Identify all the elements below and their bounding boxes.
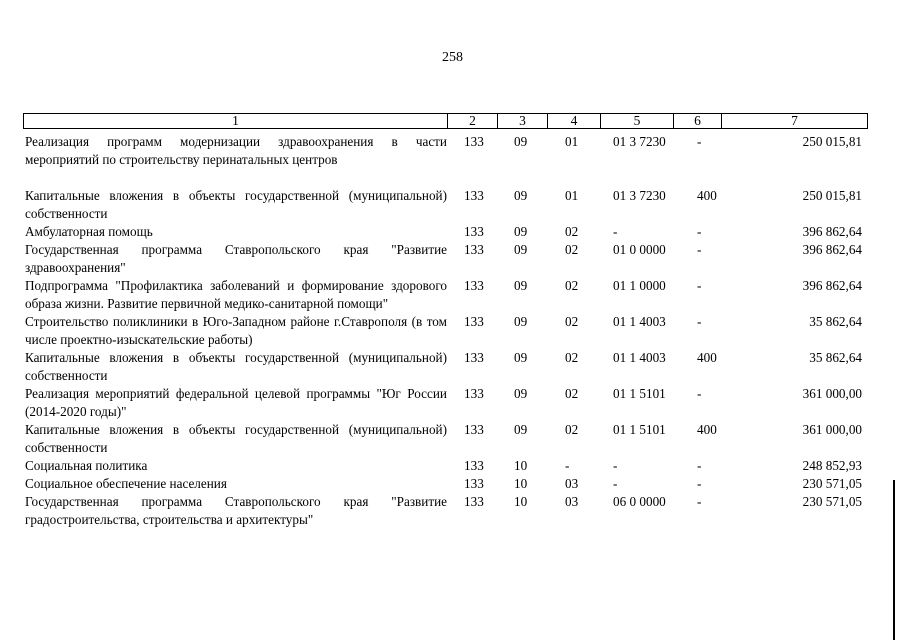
row-expense-type: -: [697, 476, 702, 491]
row-code: 133: [464, 224, 484, 239]
column-header-4: 4: [548, 114, 601, 129]
table-row: [25, 457, 865, 475]
row-amount: 35 862,64: [809, 314, 862, 329]
table-row: [25, 313, 865, 349]
row-target-article: 06 0 0000: [613, 494, 666, 509]
column-header-3: 3: [498, 114, 548, 129]
row-target-article: 01 1 4003: [613, 314, 666, 329]
column-header-6: 6: [674, 114, 722, 129]
row-code: 133: [464, 476, 484, 491]
row-name: Государственная программа Ставропольского края "Развитие здравоохранения": [25, 242, 447, 275]
row-subsection: 02: [565, 314, 579, 329]
table-row: [25, 223, 865, 241]
row-amount: 396 862,64: [802, 278, 862, 293]
row-target-article: 01 0 0000: [613, 242, 666, 257]
row-subsection: 02: [565, 224, 579, 239]
column-header-1: 1: [24, 114, 448, 129]
row-subsection: 01: [565, 134, 579, 149]
row-section: 09: [514, 386, 528, 401]
row-subsection: 02: [565, 242, 579, 257]
row-name: Реализация мероприятий федеральной целевой программы "Юг России (2014-2020 годы)": [25, 386, 447, 419]
table-row: [25, 385, 865, 421]
row-expense-type: -: [697, 224, 702, 239]
row-section: 10: [514, 458, 528, 473]
column-header-table: [23, 113, 868, 129]
row-target-article: 01 1 5101: [613, 422, 666, 437]
row-code: 133: [464, 242, 484, 257]
row-code: 133: [464, 188, 484, 203]
row-expense-type: -: [697, 458, 702, 473]
row-expense-type: -: [697, 134, 702, 149]
row-code: 133: [464, 350, 484, 365]
row-code: 133: [464, 314, 484, 329]
side-rule: [893, 480, 895, 640]
row-expense-type: 400: [697, 188, 717, 203]
row-section: 10: [514, 494, 528, 509]
row-amount: 396 862,64: [802, 224, 862, 239]
row-subsection: 03: [565, 476, 579, 491]
row-amount: 35 862,64: [809, 350, 862, 365]
row-expense-type: -: [697, 386, 702, 401]
row-name: Капитальные вложения в объекты государственной (муниципальной) собственности: [25, 350, 447, 383]
row-subsection: -: [565, 458, 570, 473]
row-code: 133: [464, 386, 484, 401]
row-expense-type: 400: [697, 422, 717, 437]
row-section: 09: [514, 422, 528, 437]
row-name: Капитальные вложения в объекты государственной (муниципальной) собственности: [25, 422, 447, 455]
row-name: Государственная программа Ставропольского края "Развитие градостроительства, строительства и архитектуры": [25, 494, 447, 527]
row-name: Капитальные вложения в объекты государственной (муниципальной) собственности: [25, 188, 447, 221]
row-expense-type: 400: [697, 350, 717, 365]
row-expense-type: -: [697, 494, 702, 509]
row-expense-type: -: [697, 278, 702, 293]
row-section: 09: [514, 350, 528, 365]
row-target-article: 01 1 4003: [613, 350, 666, 365]
table-row: [25, 421, 865, 457]
row-target-article: 01 1 0000: [613, 278, 666, 293]
row-target-article: -: [613, 224, 618, 239]
row-amount: 361 000,00: [802, 422, 862, 437]
row-section: 09: [514, 242, 528, 257]
page-number: 258: [442, 50, 463, 65]
row-code: 133: [464, 458, 484, 473]
row-target-article: 01 1 5101: [613, 386, 666, 401]
table-row: [25, 277, 865, 313]
table-row: [25, 475, 865, 493]
budget-rows: [25, 133, 865, 529]
row-expense-type: -: [697, 314, 702, 329]
column-header-5: 5: [601, 114, 674, 129]
row-section: 09: [514, 278, 528, 293]
column-header-2: 2: [448, 114, 498, 129]
row-amount: 248 852,93: [802, 458, 862, 473]
row-amount: 361 000,00: [802, 386, 862, 401]
row-code: 133: [464, 278, 484, 293]
row-name: Амбулаторная помощь: [25, 224, 153, 239]
row-code: 133: [464, 422, 484, 437]
row-amount: 230 571,05: [802, 494, 862, 509]
row-target-article: -: [613, 458, 618, 473]
row-subsection: 02: [565, 278, 579, 293]
table-row: [25, 241, 865, 277]
row-section: 09: [514, 188, 528, 203]
row-subsection: 02: [565, 422, 579, 437]
column-header-row: [24, 114, 868, 129]
row-subsection: 01: [565, 188, 579, 203]
row-amount: 250 015,81: [802, 134, 862, 149]
row-name: Подпрограмма "Профилактика заболеваний и формирование здорового образа жизни. Развитие первичной медико-санитарной помощи": [25, 278, 447, 311]
row-section: 10: [514, 476, 528, 491]
table-row: [25, 493, 865, 529]
row-amount: 396 862,64: [802, 242, 862, 257]
row-section: 09: [514, 224, 528, 239]
row-name: Реализация программ модернизации здравоохранения в части мероприятий по строительству перинатальных центров: [25, 134, 447, 167]
row-expense-type: -: [697, 242, 702, 257]
row-subsection: 02: [565, 350, 579, 365]
row-name: Социальная политика: [25, 458, 148, 473]
row-amount: 250 015,81: [802, 188, 862, 203]
row-target-article: -: [613, 476, 618, 491]
row-amount: 230 571,05: [802, 476, 862, 491]
row-subsection: 03: [565, 494, 579, 509]
row-target-article: 01 3 7230: [613, 188, 666, 203]
table-row: [25, 187, 865, 223]
row-code: 133: [464, 494, 484, 509]
row-subsection: 02: [565, 386, 579, 401]
row-name: Социальное обеспечение населения: [25, 476, 227, 491]
table-row: [25, 133, 865, 169]
row-name: Строительство поликлиники в Юго-Западном районе г.Ставрополя (в том числе проектно-изыскательские работы): [25, 314, 447, 347]
row-code: 133: [464, 134, 484, 149]
table-row: [25, 349, 865, 385]
row-section: 09: [514, 314, 528, 329]
row-target-article: 01 3 7230: [613, 134, 666, 149]
column-header-7: 7: [722, 114, 868, 129]
row-section: 09: [514, 134, 528, 149]
